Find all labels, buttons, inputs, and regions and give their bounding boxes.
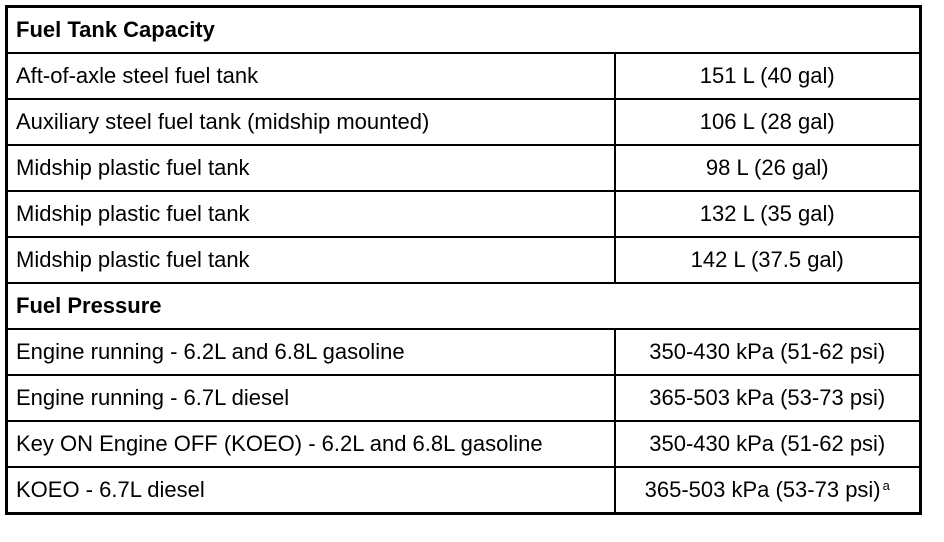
section-header-row bbox=[7, 283, 921, 329]
row-value: 151 L (40 gal) bbox=[615, 53, 921, 99]
fuel-spec-table bbox=[5, 5, 922, 515]
row-value: 98 L (26 gal) bbox=[615, 145, 921, 191]
table-row bbox=[7, 191, 921, 237]
row-label: Engine running - 6.7L diesel bbox=[7, 375, 615, 421]
section-header-row bbox=[7, 7, 921, 54]
table-row bbox=[7, 53, 921, 99]
table-row bbox=[7, 145, 921, 191]
row-value: 132 L (35 gal) bbox=[615, 191, 921, 237]
table-row bbox=[7, 421, 921, 467]
row-value-with-footnote bbox=[615, 467, 921, 514]
row-label: Midship plastic fuel tank bbox=[7, 191, 615, 237]
table-row bbox=[7, 237, 921, 283]
table-row bbox=[7, 375, 921, 421]
row-label: Engine running - 6.2L and 6.8L gasoline bbox=[7, 329, 615, 375]
row-value: 365-503 kPa (53-73 psi) bbox=[644, 477, 881, 502]
row-value: 106 L (28 gal) bbox=[615, 99, 921, 145]
table-row bbox=[7, 99, 921, 145]
section-title-fuel-tank-capacity: Fuel Tank Capacity bbox=[7, 7, 921, 54]
table-row bbox=[7, 329, 921, 375]
row-value: 142 L (37.5 gal) bbox=[615, 237, 921, 283]
row-label: Midship plastic fuel tank bbox=[7, 145, 615, 191]
section-title-fuel-pressure: Fuel Pressure bbox=[7, 283, 921, 329]
row-value: 350-430 kPa (51-62 psi) bbox=[615, 421, 921, 467]
row-value: 365-503 kPa (53-73 psi) bbox=[615, 375, 921, 421]
table-row bbox=[7, 467, 921, 514]
row-label: Auxiliary steel fuel tank (midship mounted) bbox=[7, 99, 615, 145]
row-label: Aft-of-axle steel fuel tank bbox=[7, 53, 615, 99]
row-label: KOEO - 6.7L diesel bbox=[7, 467, 615, 514]
row-label: Midship plastic fuel tank bbox=[7, 237, 615, 283]
row-label: Key ON Engine OFF (KOEO) - 6.2L and 6.8L gasoline bbox=[7, 421, 615, 467]
row-value: 350-430 kPa (51-62 psi) bbox=[615, 329, 921, 375]
footnote-marker: a bbox=[882, 478, 890, 493]
